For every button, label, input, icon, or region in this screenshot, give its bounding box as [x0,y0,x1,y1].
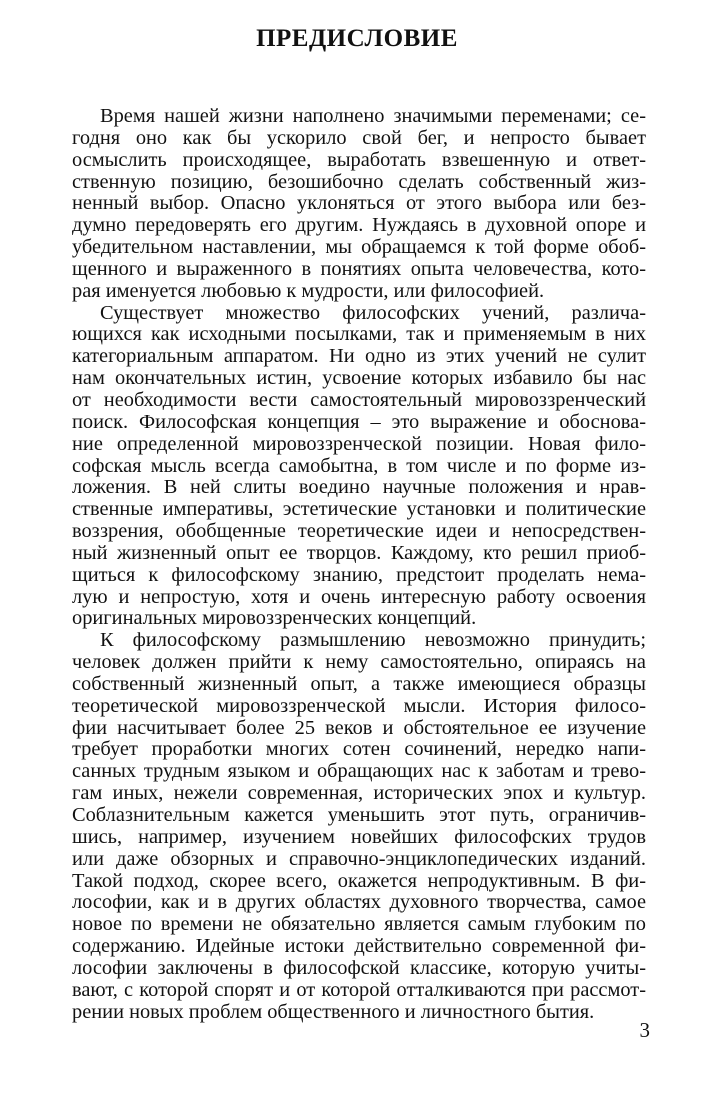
text-line: собственный жизненный опыт, а также имеющиеся образцы [72,673,646,695]
text-line: требует проработки многих сотен сочинений, нередко напи- [72,739,646,761]
text-line: Время нашей жизни наполнено значимыми переменами; се- [100,106,646,127]
text-line: лую и непростую, хотя и очень интересную работу освоения [72,586,646,608]
text-line: оригинальных мировоззренческих концепций. [72,608,477,630]
text-line: рая именуется любовью к мудрости, или философией. [72,280,545,302]
text-line: осмыслить происходящее, выработать взвешенную и ответ- [72,149,646,171]
text-line: ложения. В ней слиты воедино научные положения и нрав- [72,477,646,499]
text-line: ние определенной мировоззренческой позиции. Новая фило- [72,433,646,455]
text-line: человек должен прийти к нему самостоятельно, опираясь на [72,652,646,674]
text-line: Соблазнительным кажется уменьшить этот путь, ограничив- [72,805,646,826]
page-number: 3 [639,1018,650,1042]
text-line: ственные императивы, эстетические установки и политические [72,499,646,521]
text-line: убедительном наставлении, мы обращаемся к той форме обоб- [72,237,646,259]
text-line: категориальным аппаратом. Ни одно из этих учений не сулит [72,346,646,368]
text-line: К философскому размышлению невозможно принудить; [100,630,646,652]
preface-text [72,106,646,1023]
text-line: лософии, как и в других областях духовного творчества, самое [72,892,646,914]
text-line: ющихся как исходными посылками, так и применяемым в них [72,324,646,346]
text-line: содержанию. Идейные истоки действительно современной фи- [72,936,646,958]
paragraph [72,630,646,1023]
text-line: нам окончательных истин, усвоение которых избавило бы нас [72,368,646,390]
text-line: ненный выбор. Опасно уклоняться от этого выбора или без- [72,193,646,215]
text-line: думно передоверять его другим. Нуждаясь в духовной опоре и [72,215,646,237]
text-line: санных трудным языком и обращающих нас к заботам и трево- [72,761,646,783]
paragraph [72,303,646,631]
text-line: щиться к философскому знанию, предстоит проделать нема- [72,564,646,586]
text-line: рении новых проблем общественного и личностного бытия. [72,1001,595,1023]
text-line: гам иных, нежели современная, исторических эпох и культур. [72,783,646,805]
text-line: воззрения, обобщенные теоретические идеи и непосредствен- [72,521,646,543]
page-title: ПРЕДИСЛОВИЕ [256,25,458,52]
paragraph [72,106,646,303]
text-line: ственную позицию, безошибочно сделать собственный жиз- [72,171,646,193]
text-line: щенного и выраженного в понятиях опыта человечества, кото- [72,258,646,280]
text-line: годня оно как бы ускорило свой бег, и непросто бывает [72,127,646,149]
text-line: теоретической мировоззренческой мысли. История филосо- [72,695,646,717]
text-line: Существует множество философских учений, различа- [100,302,646,324]
text-line: вают, с которой спорят и от которой отталкиваются при рассмот- [72,979,646,1001]
text-line: ный жизненный опыт ее творцов. Каждому, кто решил приоб- [72,542,646,564]
text-line: софская мысль всегда самобытна, в том числе и по форме из- [72,455,646,477]
text-line: или даже обзорных и справочно-энциклопедических изданий. [72,848,646,870]
text-line: шись, например, изучением новейших философских трудов [72,826,646,848]
text-line: от необходимости вести самостоятельный мировоззренческий [72,389,646,411]
text-line: новое по времени не обязательно является самым глубоким по [72,914,646,936]
text-line: лософии заключены в философской классике, которую учиты- [72,957,646,979]
text-line: Такой подход, скорее всего, окажется непродуктивным. В фи- [72,870,646,892]
text-line: фии насчитывает более 25 веков и обстоятельное ее изучение [72,717,646,739]
text-line: поиск. Философская концепция – это выражение и обоснова- [72,411,646,433]
